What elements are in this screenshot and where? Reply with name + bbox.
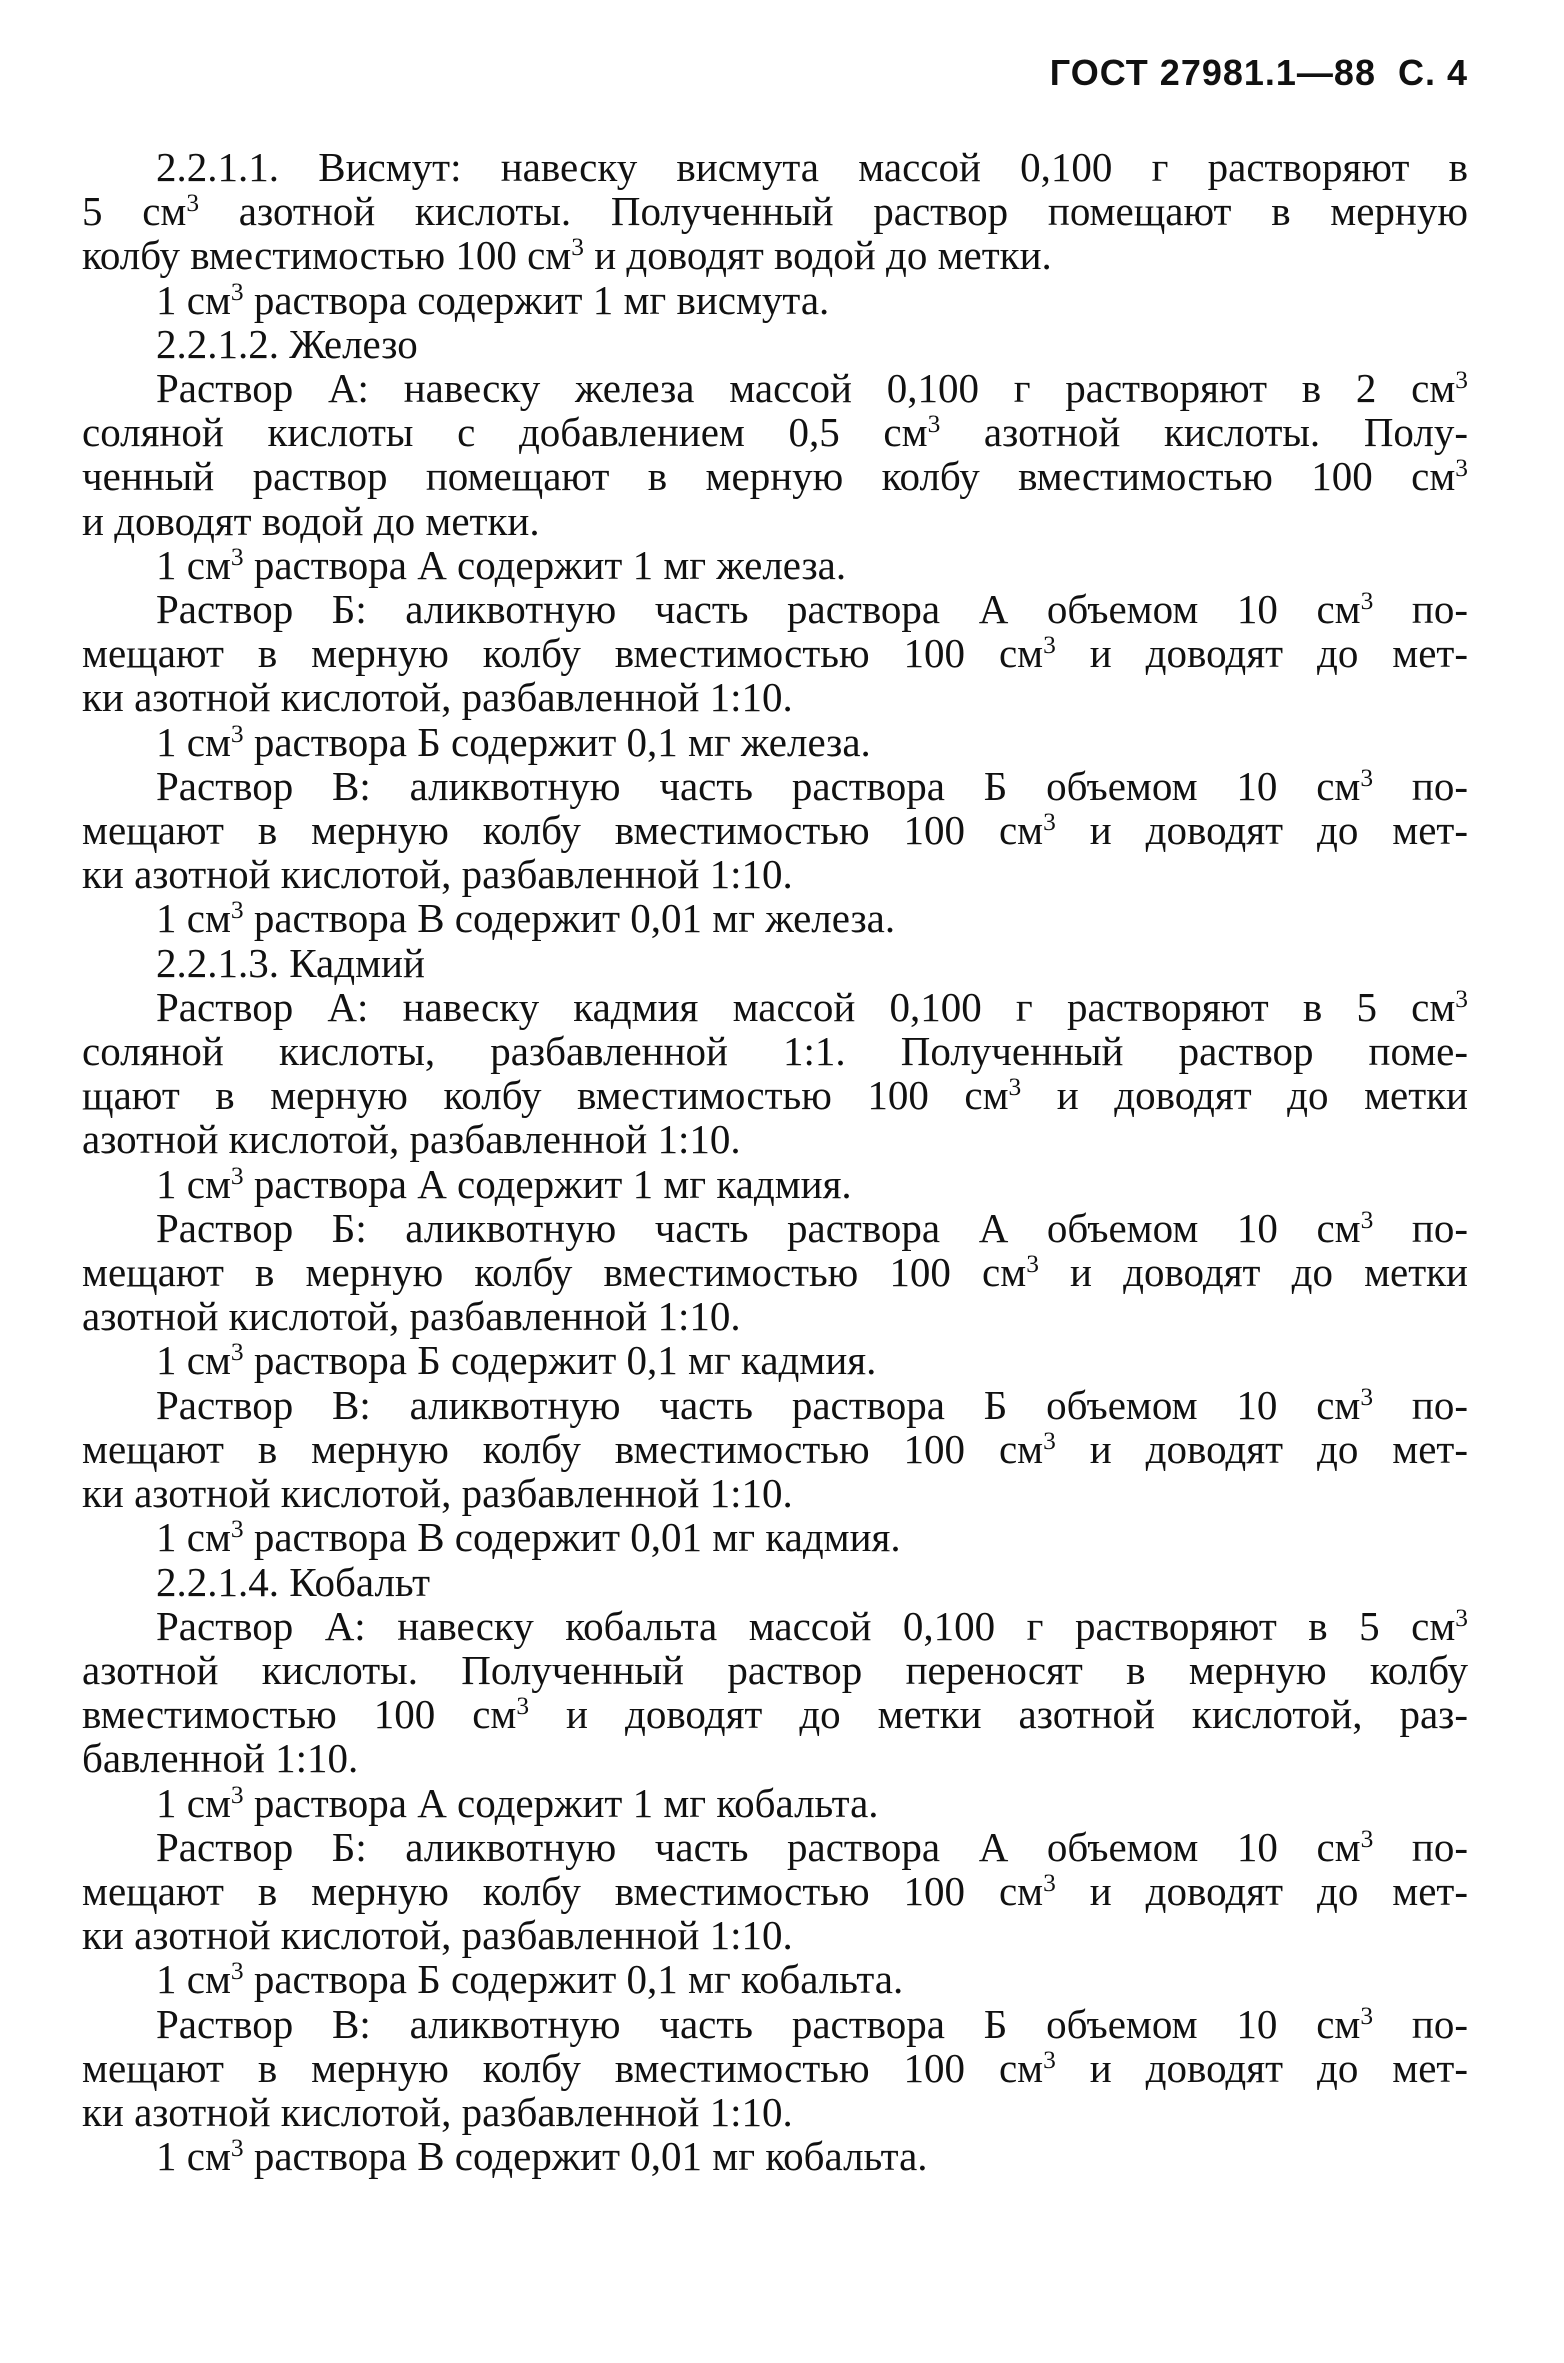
text-segment: Раствор А: навеску кобальта массой 0,100 г растворяют в 5 см	[156, 1602, 1456, 1649]
text-segment: раствора А содержит 1 мг кадмия.	[243, 1160, 852, 1207]
text-segment: раствора В содержит 0,01 мг железа.	[243, 895, 896, 942]
text-line	[82, 499, 1468, 543]
text-segment: колбу вместимостью 100 см	[82, 232, 572, 279]
text-segment: раствора В содержит 0,01 мг кадмия.	[243, 1514, 901, 1561]
text-line	[82, 1604, 1468, 1648]
text-segment: и доводят до мет-	[1055, 630, 1468, 677]
superscript: 3	[230, 1515, 244, 1544]
text-segment: раствора Б содержит 0,1 мг железа.	[243, 718, 871, 765]
text-segment: по-	[1373, 1204, 1468, 1251]
text-line	[82, 808, 1468, 852]
text-segment: раствора Б содержит 0,1 мг кобальта.	[243, 1956, 904, 2003]
text-line	[82, 454, 1468, 498]
superscript: 3	[1043, 1426, 1056, 1455]
text-line	[82, 145, 1468, 189]
text-line	[82, 1073, 1468, 1117]
text-segment: и доводят до мет-	[1055, 1867, 1468, 1914]
text-segment: и доводят до мет-	[1055, 807, 1468, 854]
text-line	[82, 366, 1468, 410]
text-segment: 1 см	[156, 1956, 231, 2003]
text-line	[82, 852, 1468, 896]
text-line	[82, 587, 1468, 631]
text-segment: соляной кислоты с добавлением 0,5 см	[82, 409, 928, 456]
text-line	[82, 1560, 1468, 1604]
superscript: 3	[230, 1957, 244, 1986]
text-segment: азотной кислоты. Полу-	[940, 409, 1468, 456]
text-segment: 1 см	[156, 1779, 231, 1826]
text-segment: 1 см	[156, 541, 231, 588]
text-segment: мещают в мерную колбу вместимостью 100 см	[82, 2044, 1044, 2091]
text-line	[82, 2046, 1468, 2090]
text-line	[82, 1383, 1468, 1427]
text-segment: ки азотной кислотой, разбавленной 1:10.	[82, 674, 793, 721]
superscript: 3	[516, 1692, 530, 1721]
text-segment: Раствор Б: аликвотную часть раствора А объемом 10 см	[156, 586, 1361, 633]
text-segment: и доводят до мет-	[1055, 2044, 1468, 2091]
text-segment: 1 см	[156, 276, 231, 323]
superscript: 3	[1360, 587, 1374, 616]
superscript: 3	[230, 277, 244, 306]
text-segment: 1 см	[156, 1514, 231, 1561]
text-segment: по-	[1373, 2000, 1468, 2047]
text-segment: ки азотной кислотой, разбавленной 1:10.	[82, 2088, 793, 2135]
text-segment: Раствор В: аликвотную часть раствора Б объемом 10 см	[156, 2000, 1361, 2047]
text-segment: азотной кислотой, разбавленной 1:10.	[82, 1293, 741, 1340]
text-segment: азотной кислоты. Полученный раствор переносят в мерную колбу	[82, 1646, 1468, 1693]
text-segment: ки азотной кислотой, разбавленной 1:10.	[82, 1470, 793, 1517]
text-line	[82, 1736, 1468, 1780]
text-segment: по-	[1373, 1381, 1468, 1428]
superscript: 3	[1008, 1073, 1022, 1102]
text-line	[82, 1957, 1468, 2001]
text-line	[82, 1471, 1468, 1515]
text-line	[82, 720, 1468, 764]
text-line	[82, 1692, 1468, 1736]
text-segment: мещают в мерную колбу вместимостью 100 см	[82, 1867, 1044, 1914]
text-segment: 1 см	[156, 1160, 231, 1207]
text-segment: по-	[1373, 586, 1468, 633]
text-segment: раствора А содержит 1 мг железа.	[243, 541, 847, 588]
text-segment: раствора А содержит 1 мг кобальта.	[243, 1779, 879, 1826]
text-line	[82, 2002, 1468, 2046]
text-line	[82, 322, 1468, 366]
superscript: 3	[230, 542, 244, 571]
text-segment: 1 см	[156, 2133, 231, 2180]
text-segment: мещают в мерную колбу вместимостью 100 см	[82, 630, 1044, 677]
superscript: 3	[1455, 366, 1468, 395]
text-segment: мещают в мерную колбу вместимостью 100 см	[82, 1425, 1044, 1472]
text-segment: азотной кислоты. Полученный раствор помещают в мерную	[199, 188, 1468, 235]
text-line	[82, 1427, 1468, 1471]
superscript: 3	[230, 896, 244, 925]
page-header	[1050, 52, 1468, 94]
text-segment: азотной кислотой, разбавленной 1:10.	[82, 1116, 741, 1163]
text-line	[82, 1781, 1468, 1825]
document-body	[82, 145, 1468, 2178]
superscript: 3	[1360, 2001, 1374, 2030]
text-line	[82, 189, 1468, 233]
text-segment: по-	[1373, 1823, 1468, 1870]
superscript: 3	[1455, 984, 1468, 1013]
superscript: 3	[571, 233, 584, 262]
text-line	[82, 410, 1468, 454]
text-segment: раствора содержит 1 мг висмута.	[243, 276, 830, 323]
text-line	[82, 543, 1468, 587]
superscript: 3	[230, 2134, 244, 2163]
text-line	[82, 764, 1468, 808]
text-segment: и доводят водой до метки.	[82, 497, 540, 544]
text-line	[82, 896, 1468, 940]
text-segment: Раствор В: аликвотную часть раствора Б объемом 10 см	[156, 1381, 1361, 1428]
superscript: 3	[1455, 454, 1468, 483]
text-segment: 2.2.1.3. Кадмий	[156, 939, 425, 986]
text-line	[82, 631, 1468, 675]
text-line	[82, 1206, 1468, 1250]
text-segment: и доводят до мет-	[1055, 1425, 1468, 1472]
text-segment: Раствор Б: аликвотную часть раствора А объемом 10 см	[156, 1204, 1361, 1251]
text-segment: бавленной 1:10.	[82, 1735, 359, 1782]
text-segment: вместимостью 100 см	[82, 1691, 517, 1738]
text-line	[82, 1515, 1468, 1559]
text-line	[82, 1913, 1468, 1957]
superscript: 3	[230, 1780, 244, 1809]
text-line	[82, 2134, 1468, 2178]
text-segment: и доводят до метки	[1021, 1072, 1468, 1119]
text-segment: 2.2.1.2. Железо	[156, 320, 418, 367]
superscript: 3	[1360, 1205, 1374, 1234]
text-segment: раствора Б содержит 0,1 мг кадмия.	[243, 1337, 877, 1384]
superscript: 3	[1043, 808, 1056, 837]
text-segment: и доводят до метки азотной кислотой, раз-	[529, 1691, 1468, 1738]
text-line	[82, 233, 1468, 277]
superscript: 3	[230, 719, 244, 748]
text-segment: по-	[1373, 762, 1468, 809]
text-segment: ченный раствор помещают в мерную колбу вместимостью 100 см	[82, 453, 1456, 500]
text-segment: раствора В содержит 0,01 мг кобальта.	[243, 2133, 928, 2180]
superscript: 3	[1026, 1250, 1039, 1279]
text-segment: мещают в мерную колбу вместимостью 100 см	[82, 1249, 1027, 1296]
text-segment: ки азотной кислотой, разбавленной 1:10.	[82, 851, 793, 898]
text-segment: 2.2.1.1. Висмут: навеску висмута массой 0,100 г растворяют в	[156, 144, 1468, 190]
superscript: 3	[230, 1338, 244, 1367]
text-line	[82, 1338, 1468, 1382]
text-segment: и доводят до метки	[1038, 1249, 1468, 1296]
text-segment: Раствор А: навеску железа массой 0,100 г растворяют в 2 см	[156, 365, 1456, 412]
text-segment: 1 см	[156, 718, 231, 765]
text-line	[82, 985, 1468, 1029]
text-segment: ки азотной кислотой, разбавленной 1:10.	[82, 1912, 793, 1959]
text-line	[82, 1825, 1468, 1869]
text-line	[82, 2090, 1468, 2134]
text-segment: 1 см	[156, 1337, 231, 1384]
superscript: 3	[1360, 1824, 1374, 1853]
text-line	[82, 1250, 1468, 1294]
text-line	[82, 1162, 1468, 1206]
superscript: 3	[230, 1161, 244, 1190]
text-line	[82, 278, 1468, 322]
superscript: 3	[1455, 1603, 1468, 1632]
superscript: 3	[1360, 1382, 1374, 1411]
text-line	[82, 1294, 1468, 1338]
text-segment: Раствор В: аликвотную часть раствора Б объемом 10 см	[156, 762, 1361, 809]
text-line	[82, 1029, 1468, 1073]
text-segment: соляной кислоты, разбавленной 1:1. Полученный раствор поме-	[82, 1028, 1468, 1075]
text-segment: мещают в мерную колбу вместимостью 100 см	[82, 807, 1044, 854]
text-line	[82, 675, 1468, 719]
text-line	[82, 941, 1468, 985]
text-line	[82, 1869, 1468, 1913]
text-line	[82, 1648, 1468, 1692]
superscript: 3	[1043, 2045, 1056, 2074]
superscript: 3	[1043, 631, 1056, 660]
superscript: 3	[1360, 763, 1374, 792]
superscript: 3	[1043, 1868, 1056, 1897]
standard-number: ГОСТ 27981.1—88	[1049, 52, 1376, 93]
text-segment: щают в мерную колбу вместимостью 100 см	[82, 1072, 1009, 1119]
page-number: С. 4	[1397, 52, 1468, 93]
text-segment: 5 см	[82, 188, 187, 235]
text-segment: 1 см	[156, 895, 231, 942]
text-segment: Раствор Б: аликвотную часть раствора А объемом 10 см	[156, 1823, 1361, 1870]
text-line	[82, 1117, 1468, 1161]
text-segment: и доводят водой до метки.	[583, 232, 1052, 279]
text-segment: 2.2.1.4. Кобальт	[156, 1558, 430, 1605]
superscript: 3	[186, 189, 200, 218]
superscript: 3	[927, 410, 941, 439]
text-segment: Раствор А: навеску кадмия массой 0,100 г растворяют в 5 см	[156, 983, 1456, 1030]
